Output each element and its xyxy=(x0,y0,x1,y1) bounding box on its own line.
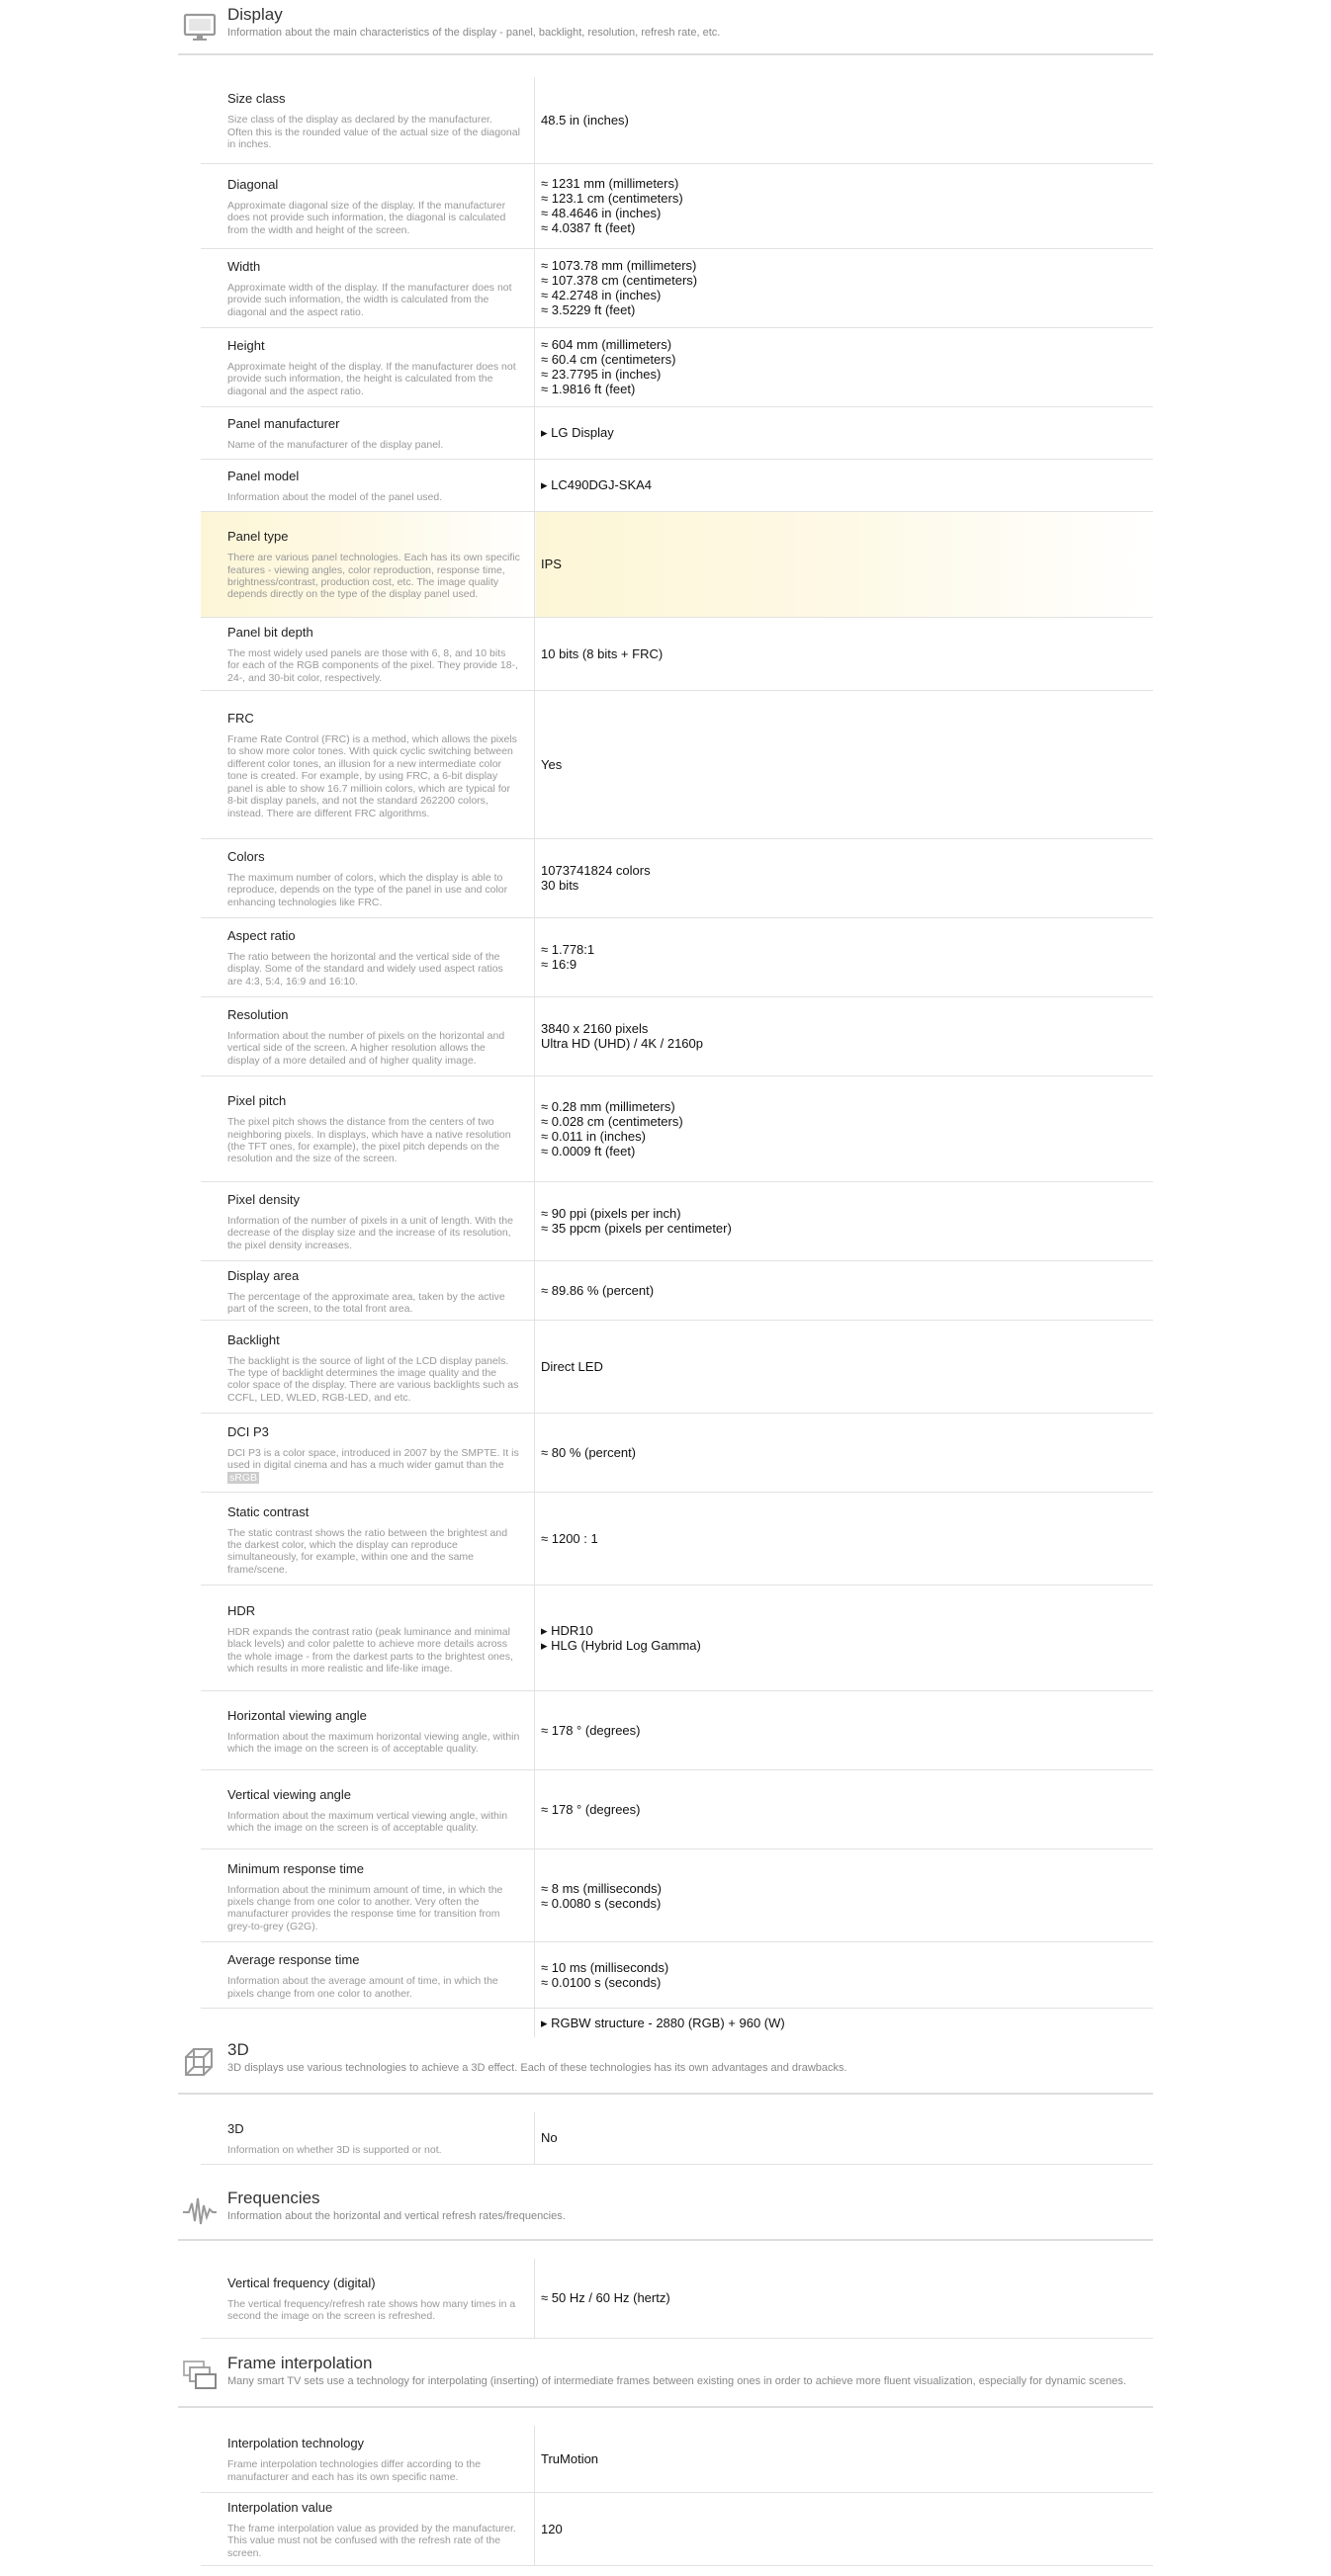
section-description: Many smart TV sets use a technology for interpolating (inserting) of intermediate frames between existing ones in order to achieve more fluent visualization, especially for dynamic scenes. xyxy=(227,2375,1126,2387)
section-description: Information about the main characteristics of the display - panel, backlight, resolution, refresh rate, etc. xyxy=(227,27,721,39)
spec-description xyxy=(227,2458,520,2483)
spec-value-cell xyxy=(535,511,1154,617)
spec-description-text: There are various panel technologies. Each has its own specific features - viewing angles, color reproduction, response time, brightness/contrast, production cost, etc. The image quality depends directly on the type of the display panel used. xyxy=(227,552,520,601)
spec-label: HDR xyxy=(227,1603,256,1618)
section-title: Frame interpolation xyxy=(227,2354,373,2372)
section-description: 3D displays use various technologies to achieve a 3D effect. Each of these technologies has its own advantages and drawbacks. xyxy=(227,2062,847,2074)
spec-description xyxy=(227,491,520,503)
spec-value: ≈ 23.7795 in (inches) xyxy=(541,367,662,382)
spec-description-text: The most widely used panels are those with 6, 8, and 10 bits for each of the RGB components of the pixel. They provide 18-, 24-, and 30-bit color, respectively. xyxy=(227,646,518,684)
spec-label: Minimum response time xyxy=(227,1860,364,1876)
spec-row-dci-p3 xyxy=(201,1414,1153,1493)
spec-label-cell xyxy=(201,77,535,163)
spec-value: ≈ 50 Hz / 60 Hz (hertz) xyxy=(541,2290,670,2306)
spec-row-pixel-density xyxy=(201,1181,1153,1260)
spec-row-average-response-time xyxy=(201,1942,1153,2009)
spec-value: ≈ 0.028 cm (centimeters) xyxy=(541,1113,683,1129)
spec-description xyxy=(227,1626,520,1675)
spec-row-colors xyxy=(201,838,1153,917)
spec-label-cell xyxy=(201,917,535,996)
spec-description xyxy=(227,552,520,601)
spec-value: ≈ 0.28 mm (millimeters) xyxy=(541,1098,675,1114)
spec-label: Vertical frequency (digital) xyxy=(227,2275,376,2290)
spec-row-panel-bit-depth xyxy=(201,617,1153,690)
spec-value: ≈ 42.2748 in (inches) xyxy=(541,288,662,302)
spec-value-cell xyxy=(535,1770,1154,1849)
spec-label-cell xyxy=(201,1942,535,2009)
spec-value: 30 bits xyxy=(541,878,579,893)
spec-description xyxy=(227,1884,520,1933)
spec-description-text: Information about the average amount of time, in which the pixels change from one color to another. xyxy=(227,1975,498,2000)
spec-value: ≈ 10 ms (milliseconds) xyxy=(541,1960,669,1976)
spec-value-cell xyxy=(535,77,1154,163)
spec-row-static-contrast xyxy=(201,1493,1153,1586)
spec-row-display-area xyxy=(201,1260,1153,1321)
spec-value: Ultra HD (UHD) / 4K / 2160p xyxy=(541,1036,703,1051)
spec-description xyxy=(227,114,520,150)
spec-description-text: The vertical frequency/refresh rate shows how many times in a second the image on the screen is refreshed. xyxy=(227,2297,516,2323)
spec-description-text: Approximate width of the display. If the manufacturer does not provide such information, the width is calculated from the diagonal and the aspect ratio. xyxy=(227,281,512,318)
spec-label: Static contrast xyxy=(227,1503,310,1519)
spec-description-text: DCI P3 is a color space, introduced in 2007 by the SMPTE. It is used in digital cinema and has a much wider gamut than the xyxy=(227,1446,519,1472)
spec-description-text: The backlight is the source of light of the LCD display panels. The type of backlight determines the image quality and the color space of the display. There are various backlights such as CCFL, LED, WLED, RGB-LED, and etc. xyxy=(227,1354,519,1404)
section-frequencies xyxy=(0,2188,1331,2339)
spec-description-text: Information about the model of the panel used. xyxy=(227,490,443,503)
spec-description-text: Information about the maximum horizontal viewing angle, within which the image on the screen is of acceptable quality. xyxy=(227,1730,520,1756)
spec-description xyxy=(227,2523,520,2559)
spec-row-pixel-pitch xyxy=(201,1075,1153,1181)
spec-label-cell xyxy=(201,1414,535,1493)
spec-row-backlight xyxy=(201,1321,1153,1414)
spec-value-cell xyxy=(535,1586,1154,1691)
spec-description-text: Approximate diagonal size of the display. If the manufacturer does not provide such information, the diagonal is calculated from the width and height of the screen. xyxy=(227,199,506,236)
spec-label-cell xyxy=(201,1770,535,1849)
spec-label: Width xyxy=(227,258,261,274)
spec-description xyxy=(227,1975,520,2000)
spec-row-minimum-response-time xyxy=(201,1849,1153,1942)
spec-value: ≈ 107.378 cm (centimeters) xyxy=(541,273,698,288)
spec-table xyxy=(201,2259,1153,2339)
waveform-icon xyxy=(182,2193,218,2229)
section-frame-interpolation xyxy=(0,2353,1331,2566)
spec-description-text: Information of the number of pixels in a unit of length. With the decrease of the display size and the increase of its resolution, the pixel density increases. xyxy=(227,1214,513,1251)
cube-icon xyxy=(182,2045,218,2081)
spec-row-3d xyxy=(201,2112,1153,2164)
spec-label: Backlight xyxy=(227,1331,280,1347)
spec-value: ≈ 90 ppi (pixels per inch) xyxy=(541,1206,681,1221)
srgb-highlight[interactable]: sRGB xyxy=(229,1471,258,1484)
spec-row-size-class xyxy=(201,77,1153,163)
spec-description xyxy=(227,1810,520,1835)
spec-value-cell xyxy=(535,1691,1154,1770)
spec-label-cell xyxy=(201,511,535,617)
spec-value-cell xyxy=(535,1321,1154,1414)
spec-value: ≈ 123.1 cm (centimeters) xyxy=(541,191,683,206)
spec-value-cell xyxy=(535,996,1154,1075)
spec-description-text: Information about the number of pixels on the horizontal and vertical side of the screen. A higher resolution allows the display of a more detailed and of higher quality image. xyxy=(227,1029,505,1067)
spec-description xyxy=(227,1527,520,1577)
spec-value: ≈ 0.0080 s (seconds) xyxy=(541,1895,662,1911)
spec-table xyxy=(201,77,1153,2037)
section-header xyxy=(178,2353,1153,2408)
spec-row-blank xyxy=(201,2009,1153,2037)
spec-label: Height xyxy=(227,337,265,353)
spec-label: Diagonal xyxy=(227,176,279,192)
spec-value-cell xyxy=(535,1849,1154,1942)
spec-description xyxy=(227,282,520,318)
spec-value: ≈ 1.9816 ft (feet) xyxy=(541,382,636,396)
spec-value: ≈ 0.0009 ft (feet) xyxy=(541,1143,636,1159)
spec-value: 120 xyxy=(541,2521,563,2536)
spec-value: ≈ 8 ms (milliseconds) xyxy=(541,1880,662,1896)
spec-value: ≈ 0.0100 s (seconds) xyxy=(541,1975,662,1991)
spec-table xyxy=(201,2426,1153,2566)
spec-label: Panel type xyxy=(227,529,289,545)
section-header xyxy=(178,2039,1153,2095)
spec-label-cell xyxy=(201,1493,535,1586)
spec-label-cell xyxy=(201,1075,535,1181)
spec-label: Panel bit depth xyxy=(227,624,313,640)
spec-label-cell xyxy=(201,1586,535,1691)
spec-row-panel-type xyxy=(201,511,1153,617)
spec-value: 1073741824 colors xyxy=(541,863,651,878)
spec-description-text: Approximate height of the display. If the manufacturer does not provide such information, the height is calculated from the diagonal and the aspect ratio. xyxy=(227,360,516,397)
spec-label-cell xyxy=(201,1849,535,1942)
spec-value-cell xyxy=(535,690,1154,838)
spec-label: Aspect ratio xyxy=(227,927,296,943)
spec-label-cell xyxy=(201,996,535,1075)
spec-label: Interpolation value xyxy=(227,2499,333,2515)
spec-label: Vertical viewing angle xyxy=(227,1786,352,1802)
spec-description-text: Information about the minimum amount of time, in which the pixels change from one color to another. Very often the manufacturer provides the response time for transition from grey-to-grey (G2G). xyxy=(227,1883,503,1932)
spec-value: ≈ 35 ppcm (pixels per centimeter) xyxy=(541,1221,732,1236)
spec-label-cell xyxy=(201,838,535,917)
spec-label-cell xyxy=(201,1260,535,1321)
spec-value: ≈ 1231 mm (millimeters) xyxy=(541,176,679,191)
spec-value: 48.5 in (inches) xyxy=(541,112,629,128)
spec-label: Panel manufacturer xyxy=(227,415,340,431)
spec-description-text: HDR expands the contrast ratio (peak luminance and minimal black levels) and color palette to achieve more details across the whole image - from the darkest parts to the brightest ones, which results in more realistic and life-like image. xyxy=(227,1626,513,1675)
spec-description xyxy=(227,2298,520,2323)
spec-value-cell xyxy=(535,838,1154,917)
spec-label-cell xyxy=(201,1691,535,1770)
spec-value: ≈ 80 % (percent) xyxy=(541,1445,637,1461)
section-description: Information about the horizontal and vertical refresh rates/frequencies. xyxy=(227,2210,566,2222)
spec-label: Horizontal viewing angle xyxy=(227,1707,367,1723)
spec-value: ≈ 89.86 % (percent) xyxy=(541,1282,655,1298)
spec-description-text: The pixel pitch shows the distance from the centers of two neighboring pixels. In displays, which have a native resolution (the TFT ones, for example), the pixel pitch depends on the resolution and the size of the screen. xyxy=(227,1116,511,1165)
spec-value-cell xyxy=(535,1075,1154,1181)
spec-description xyxy=(227,647,520,684)
spec-value-link[interactable]: ▸ HLG (Hybrid Log Gamma) xyxy=(541,1638,701,1654)
spec-value-link[interactable]: ▸ LC490DGJ-SKA4 xyxy=(541,477,653,492)
spec-row-interpolation-technology xyxy=(201,2426,1153,2492)
spec-value-cell xyxy=(535,2009,1154,2037)
spec-label-cell xyxy=(201,1181,535,1260)
spec-value: ≈ 0.011 in (inches) xyxy=(541,1128,646,1144)
section-header xyxy=(178,2188,1153,2241)
spec-label-cell xyxy=(201,2492,535,2565)
spec-value: ≈ 3.5229 ft (feet) xyxy=(541,302,636,317)
spec-description xyxy=(227,439,520,451)
spec-label-cell xyxy=(201,1321,535,1414)
spec-description xyxy=(227,1215,520,1251)
spec-description xyxy=(227,200,520,236)
spec-value: ≈ 4.0387 ft (feet) xyxy=(541,220,636,235)
spec-value: Direct LED xyxy=(541,1359,603,1375)
spec-row-width xyxy=(201,248,1153,327)
spec-value-cell xyxy=(535,459,1154,511)
spec-value: ≈ 178 ° (degrees) xyxy=(541,1723,641,1739)
section-display xyxy=(0,4,1331,2037)
spec-label: 3D xyxy=(227,2121,244,2137)
spec-description-text: The frame interpolation value as provided by the manufacturer. This value must not be confused with the refresh rate of the screen. xyxy=(227,2522,516,2559)
spec-value-cell xyxy=(535,917,1154,996)
spec-row-panel-model xyxy=(201,459,1153,511)
spec-label: Panel model xyxy=(227,468,300,483)
spec-value-cell xyxy=(535,617,1154,690)
spec-description-text: The maximum number of colors, which the display is able to reproduce, depends on the type of the panel in use and color enhancing technologies like FRC. xyxy=(227,871,508,908)
spec-value-cell xyxy=(535,2426,1154,2492)
spec-value: 3840 x 2160 pixels xyxy=(541,1021,649,1036)
spec-label-cell xyxy=(201,163,535,248)
spec-label: Pixel density xyxy=(227,1191,300,1207)
monitor-icon xyxy=(182,10,218,45)
spec-description xyxy=(227,1355,520,1405)
spec-value: TruMotion xyxy=(541,2450,599,2466)
spec-label-cell xyxy=(201,617,535,690)
spec-label-cell xyxy=(201,406,535,459)
spec-row-horizontal-viewing-angle xyxy=(201,1691,1153,1770)
spec-row-aspect-ratio xyxy=(201,917,1153,996)
spec-value: ≈ 48.4646 in (inches) xyxy=(541,206,662,220)
spec-description-text: Name of the manufacturer of the display panel. xyxy=(227,438,444,451)
spec-value: No xyxy=(541,2130,558,2146)
spec-value-cell xyxy=(535,2259,1154,2338)
spec-description-text: Information on whether 3D is supported or not. xyxy=(227,2144,442,2157)
spec-label: Average response time xyxy=(227,1952,360,1968)
spec-row-vertical-frequency-digital xyxy=(201,2259,1153,2338)
spec-description-text: The percentage of the approximate area, taken by the active part of the screen, to the total front area. xyxy=(227,1290,505,1315)
spec-row-diagonal xyxy=(201,163,1153,248)
spec-description xyxy=(227,1447,520,1484)
spec-description xyxy=(227,951,520,987)
spec-row-height xyxy=(201,327,1153,406)
spec-description xyxy=(227,2144,520,2156)
spec-label-cell xyxy=(201,327,535,406)
spec-table xyxy=(201,2112,1153,2165)
spec-row-panel-manufacturer xyxy=(201,406,1153,459)
spec-description xyxy=(227,1291,520,1316)
spec-value: Yes xyxy=(541,756,563,772)
spec-description xyxy=(227,1116,520,1165)
spec-value-cell xyxy=(535,1942,1154,2009)
spec-value: ≈ 178 ° (degrees) xyxy=(541,1802,641,1818)
spec-label: Interpolation technology xyxy=(227,2436,365,2451)
spec-label: Resolution xyxy=(227,1006,289,1022)
spec-value: ≈ 16:9 xyxy=(541,957,577,972)
spec-row-hdr xyxy=(201,1586,1153,1691)
spec-label-cell xyxy=(201,248,535,327)
frames-icon xyxy=(182,2359,218,2394)
spec-value-cell xyxy=(535,248,1154,327)
spec-row-interpolation-value xyxy=(201,2492,1153,2565)
spec-value-cell xyxy=(535,163,1154,248)
spec-value-cell xyxy=(535,1414,1154,1493)
spec-description xyxy=(227,1030,520,1067)
spec-value-cell xyxy=(535,406,1154,459)
spec-value: ≈ 1073.78 mm (millimeters) xyxy=(541,258,697,273)
section-header xyxy=(178,4,1153,55)
spec-value: ≈ 60.4 cm (centimeters) xyxy=(541,352,676,367)
spec-value: IPS xyxy=(541,557,562,571)
spec-description xyxy=(227,872,520,908)
section-title: Display xyxy=(227,5,283,24)
spec-description xyxy=(227,361,520,397)
spec-label-cell xyxy=(201,2009,535,2037)
spec-value-link[interactable]: ▸ HDR10 xyxy=(541,1623,593,1639)
spec-label: Size class xyxy=(227,91,286,107)
section-title: 3D xyxy=(227,2040,249,2059)
spec-description xyxy=(227,733,520,819)
spec-description-text: Frame interpolation technologies differ according to the manufacturer and each has its own specific name. xyxy=(227,2458,482,2483)
spec-value-link[interactable]: ▸ LG Display xyxy=(541,425,614,440)
spec-label: Colors xyxy=(227,848,265,864)
spec-value-cell xyxy=(535,327,1154,406)
spec-description-text: Information about the maximum vertical viewing angle, within which the image on the screen is of acceptable quality. xyxy=(227,1809,508,1835)
spec-description-text: The ratio between the horizontal and the vertical side of the display. Some of the standard and widely used aspect ratios are 4:3, 5:4, 16:9 and 16:10. xyxy=(227,950,503,987)
spec-value: ≈ 604 mm (millimeters) xyxy=(541,337,672,352)
spec-row-vertical-viewing-angle xyxy=(201,1770,1153,1849)
spec-value-cell xyxy=(535,1260,1154,1321)
spec-description-text: Size class of the display as declared by the manufacturer. Often this is the rounded value of the actual size of the diagonal in inches. xyxy=(227,114,520,150)
spec-row-frc xyxy=(201,690,1153,838)
spec-label-cell xyxy=(201,459,535,511)
spec-description xyxy=(227,1731,520,1756)
spec-value-cell xyxy=(535,2492,1154,2565)
spec-label-cell xyxy=(201,2259,535,2338)
spec-label: FRC xyxy=(227,711,254,727)
spec-description-text: The static contrast shows the ratio between the brightest and the darkest color, which the display can reproduce simultaneously, for example, within one and the same frame/scene. xyxy=(227,1526,508,1576)
spec-row-resolution xyxy=(201,996,1153,1075)
spec-label: Pixel pitch xyxy=(227,1093,287,1109)
spec-value: 10 bits (8 bits + FRC) xyxy=(541,645,664,661)
section-3d xyxy=(0,2039,1331,2165)
spec-value: ≈ 1.778:1 xyxy=(541,942,595,957)
spec-value-cell xyxy=(535,1493,1154,1586)
spec-label-cell xyxy=(201,2112,535,2164)
spec-value: ≈ 1200 : 1 xyxy=(541,1531,598,1547)
spec-value-cell xyxy=(535,1181,1154,1260)
section-title: Frequencies xyxy=(227,2189,320,2207)
spec-label-cell xyxy=(201,2426,535,2492)
spec-value-link[interactable]: ▸ RGBW structure - 2880 (RGB) + 960 (W) xyxy=(541,2016,785,2031)
spec-description-text: Frame Rate Control (FRC) is a method, which allows the pixels to show more color tones. With quick cyclic switching between different color tones, an illusion for a new intermediate color tone is created. For example, by using FRC, a 6-bit display panel is able to show 16.7 millioin colors, which are typical for 8-bit display panels, and not the standard 262200 colors, instead. There are different FRC algorithms. xyxy=(227,733,517,819)
spec-label-cell xyxy=(201,690,535,838)
spec-label: Display area xyxy=(227,1267,300,1283)
spec-value-cell xyxy=(535,2112,1154,2164)
spec-label: DCI P3 xyxy=(227,1423,269,1439)
